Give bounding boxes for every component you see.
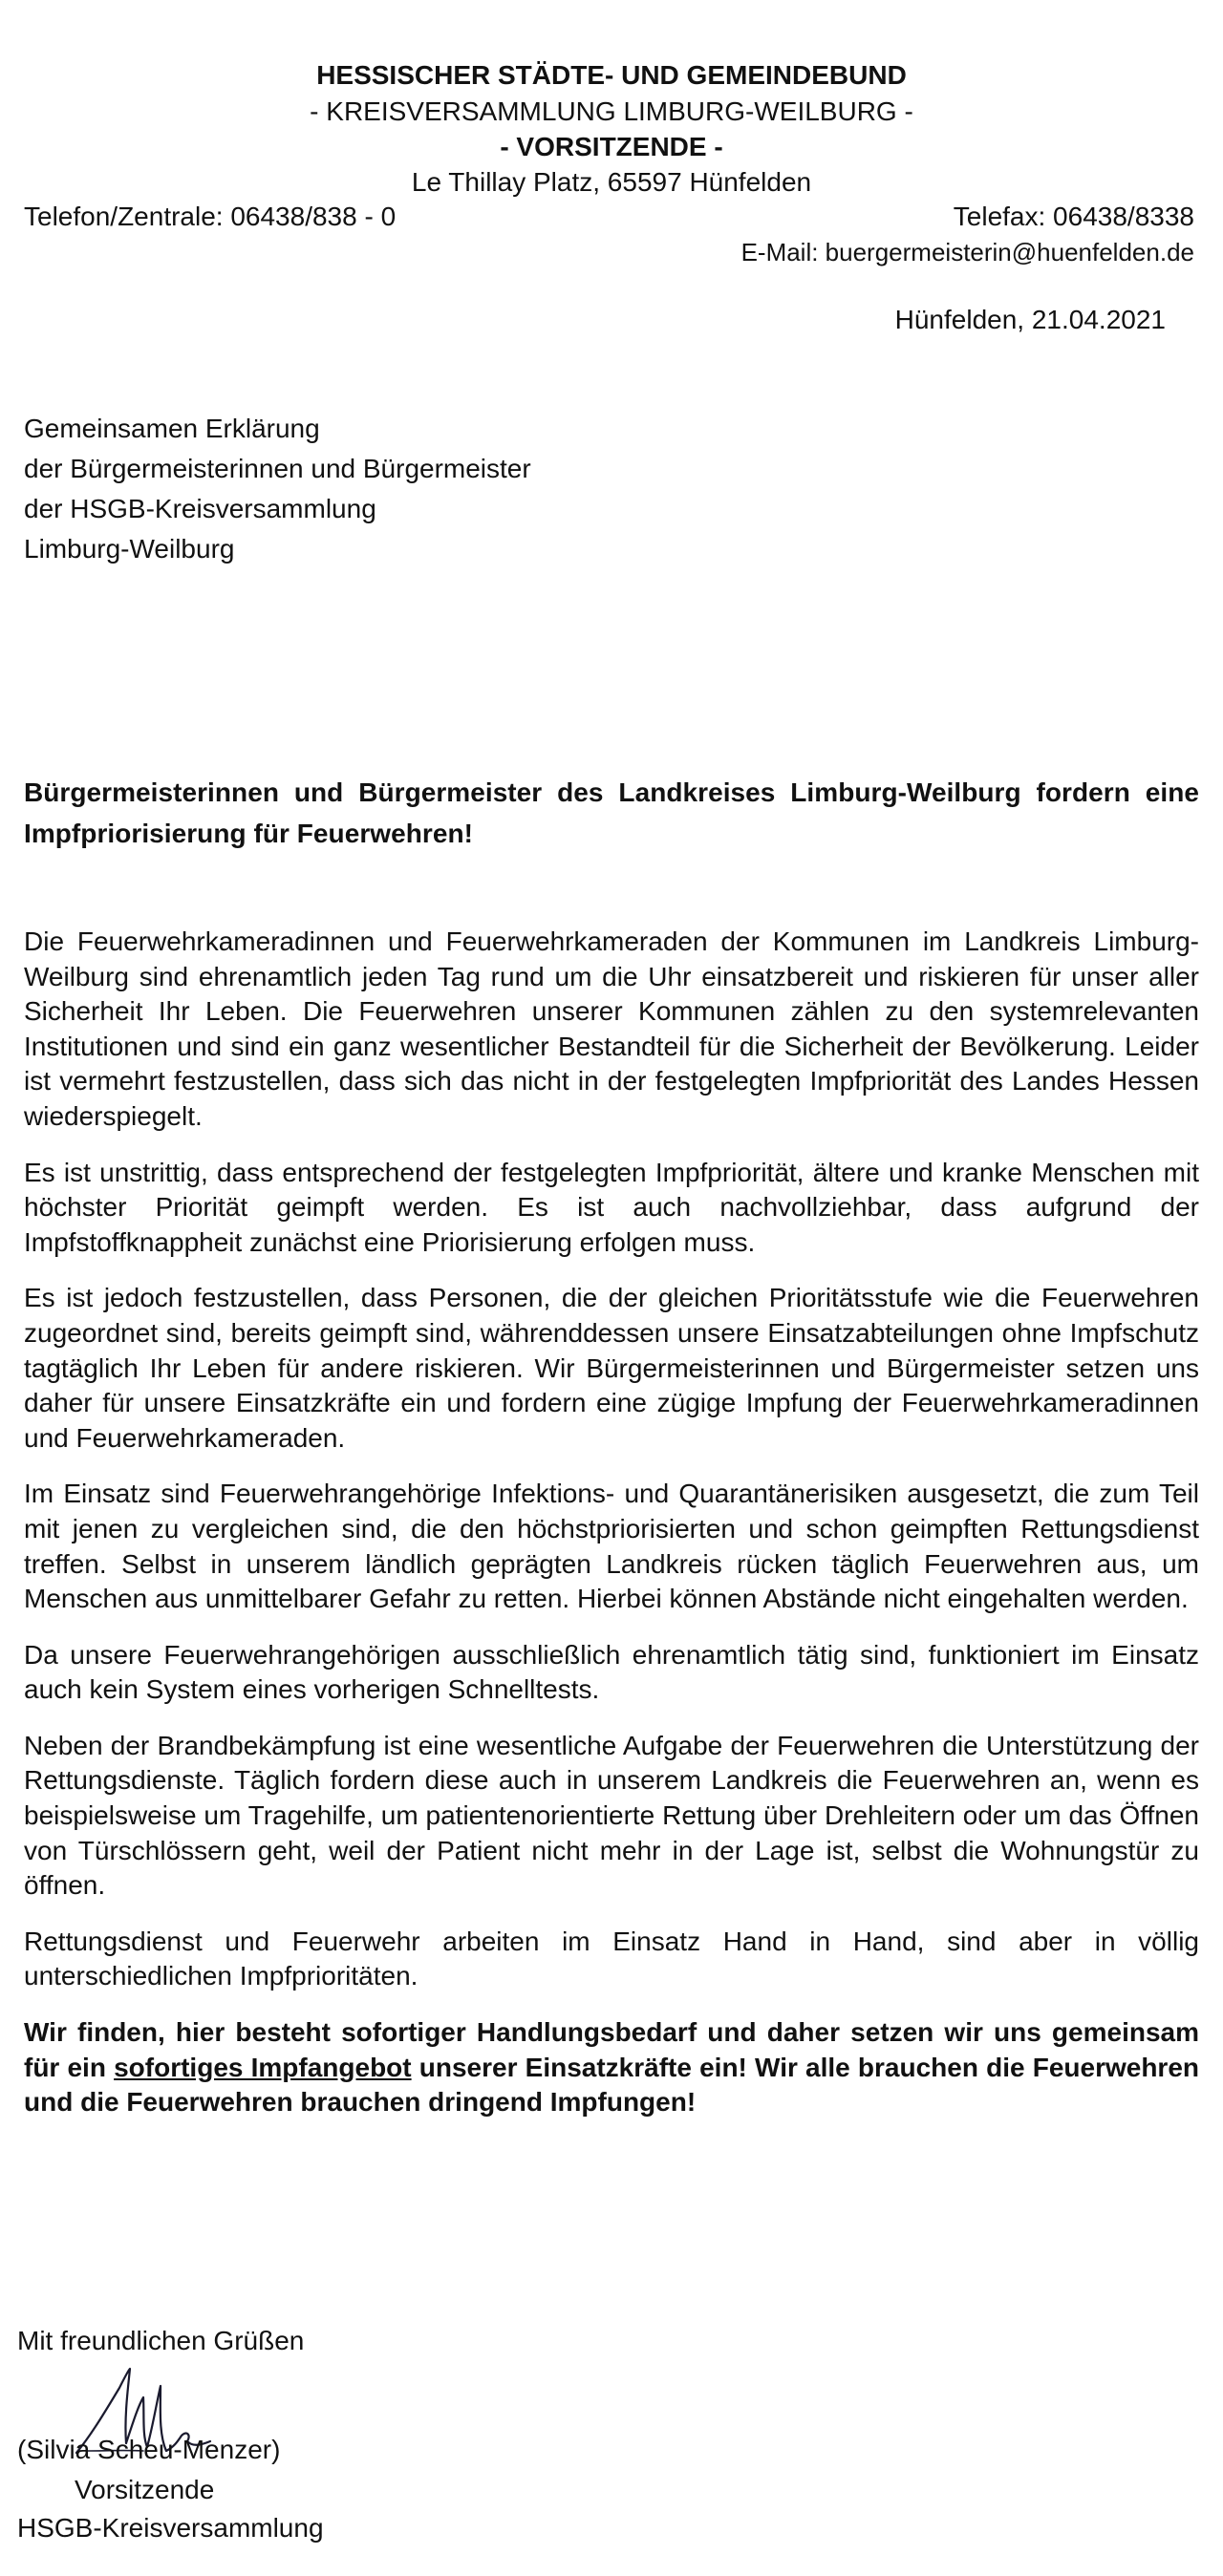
letterhead-email: E-Mail: buergermeisterin@huenfelden.de (740, 238, 1194, 266)
body-paragraph: Es ist unstrittig, dass entsprechend der festgelegten Impfpriorität, ältere und kranke Menschen mit höchster Priorität geimpft werden. Es ist auch nachvollziehbar, dass aufgrund der Impfstoffknappheit zunächst eine Priorisierung erfolgen muss. (24, 1157, 1199, 1257)
letterhead-chair: - VORSITZENDE - (500, 132, 723, 161)
signatory-role: Vorsitzende (75, 2475, 215, 2504)
letter-heading: Bürgermeisterinnen und Bürgermeister des Landkreises Limburg-Weilburg fordern eine Impfpriorisierung für Feuerwehren! (24, 777, 1199, 848)
body-paragraph: Im Einsatz sind Feuerwehrangehörige Infektions- und Quarantänerisiken ausgesetzt, die zum Teil mit jenen zu vergleichen sind, die den höchstpriorisierten und schon geimpften Rettungsdienst treffen. Selbst in unserem ländlich geprägten Landkreis rücken täglich Feuerwehren aus, um Menschen aus unmittelbarer Gefahr zu retten. Hierbei können Abstände nicht eingehalten werden. (24, 1479, 1199, 1614)
letter-body (24, 925, 1199, 2141)
closing-greeting: Mit freundlichen Grüßen (17, 2326, 305, 2355)
body-paragraph: Es ist jedoch festzustellen, dass Personen, die der gleichen Prioritätsstufe wie die Feuerwehren zugeordnet sind, bereits geimpft sind, währenddessen unsere Einsatzabteilungen ohne Impfschutz tagtäglich Ihr Leben für andere riskieren. Wir Bürgermeisterinnen und Bürgermeister setzen uns daher für unsere Einsatzkräfte ein und fordern eine zügige Impfung der Feuerwehrkameradinnen und Feuerwehrkameraden. (24, 1283, 1199, 1453)
signatory-org: HSGB-Kreisversammlung (17, 2513, 324, 2543)
recipient-line: der Bürgermeisterinnen und Bürgermeister (24, 454, 531, 483)
date-line: Hünfelden, 21.04.2021 (894, 305, 1166, 334)
signatory-name: (Silvia Scheu-Menzer) (17, 2435, 281, 2464)
recipient-line: Gemeinsamen Erklärung (24, 414, 320, 443)
letterhead-assembly: - KREISVERSAMMLUNG LIMBURG-WEILBURG - (310, 96, 913, 126)
letterhead-org: HESSISCHER STÄDTE- UND GEMEINDEBUND (316, 60, 907, 90)
final-paragraph-after: unserer Einsatzkräfte ein! Wir alle brauchen die Feuerwehren und die Feuerwehren brauchen dringend Impfungen! (24, 2052, 1199, 2118)
recipient-line: Limburg-Weilburg (24, 534, 235, 564)
recipient-line: der HSGB-Kreisversammlung (24, 494, 376, 523)
final-paragraph-underlined: sofortiges Impfangebot (114, 2052, 412, 2082)
letterhead-fax: Telefax: 06438/8338 (953, 202, 1194, 231)
final-paragraph-before: Wir finden, hier besteht sofortiger Handlungsbedarf und daher setzen wir uns gemeinsam für ein (24, 2017, 1199, 2082)
final-paragraph (24, 2015, 1199, 2120)
letterhead-phone: Telefon/Zentrale: 06438/838 - 0 (24, 202, 397, 231)
body-paragraph: Neben der Brandbekämpfung ist eine wesentliche Aufgabe der Feuerwehren die Unterstützung der Rettungsdienste. Täglich fordern diese auch in unserem Landkreis die Feuerwehren an, wenn es beispielsweise um Tragehilfe, um patientenorientierte Rettung über Drehleitern oder um das Öffnen von Türschlössern geht, weil der Patient nicht mehr in der Lage ist, selbst die Wohnungstür zu öffnen. (24, 1730, 1199, 1901)
body-paragraph: Da unsere Feuerwehrangehörigen ausschließlich ehrenamtlich tätig sind, funktioniert im Einsatz auch kein System eines vorherigen Schnelltests. (24, 1639, 1199, 1705)
body-paragraph: Die Feuerwehrkameradinnen und Feuerwehrkameraden der Kommunen im Landkreis Limburg-Weilburg sind ehrenamtlich jeden Tag rund um die Uhr einsatzbereit und riskieren für unser aller Sicherheit Ihr Leben. Die Feuerwehren unserer Kommunen zählen zu den systemrelevanten Institutionen und sind ein ganz wesentlicher Bestandteil für die Sicherheit der Bevölkerung. Leider ist vermehrt festzustellen, dass sich das nicht in der festgelegten Impfpriorität des Landes Hessen wiederspiegelt. (24, 926, 1199, 1131)
letterhead-address: Le Thillay Platz, 65597 Hünfelden (411, 167, 812, 197)
body-paragraph: Rettungsdienst und Feuerwehr arbeiten im Einsatz Hand in Hand, sind aber in völlig unterschiedlichen Impfprioritäten. (24, 1926, 1199, 1991)
recipient-block (24, 409, 531, 569)
